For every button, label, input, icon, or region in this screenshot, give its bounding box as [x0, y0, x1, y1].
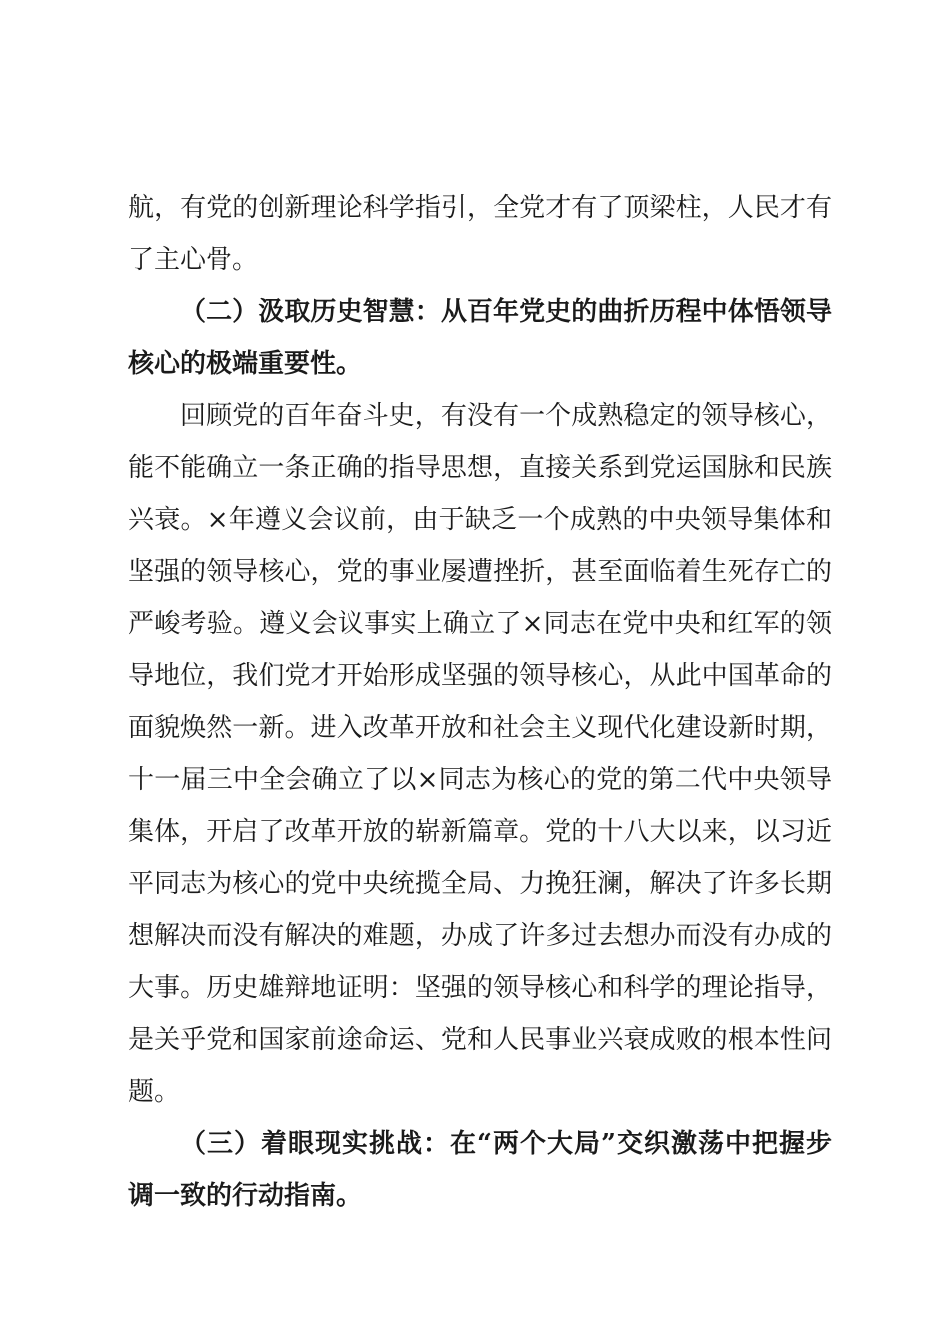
heading-line: （二）汲取历史智慧：从百年党史的曲折历程中体悟领导 [180, 297, 832, 327]
paragraph-line: 严峻考验。遵义会议事实上确立了×同志在党中央和红军的领 [128, 609, 832, 639]
paragraph-line: 十一届三中全会确立了以×同志为核心的党的第二代中央领导 [128, 765, 832, 795]
continuation-paragraph [128, 182, 832, 286]
paragraph-line: 能不能确立一条正确的指导思想，直接关系到党运国脉和民族 [128, 453, 832, 483]
document-page [128, 182, 832, 1222]
paragraph-line: 想解决而没有解决的难题，办成了许多过去想办而没有办成的 [128, 921, 832, 951]
paragraph-line: 了主心骨。 [128, 245, 259, 275]
paragraph-line: 面貌焕然一新。进入改革开放和社会主义现代化建设新时期， [128, 713, 832, 743]
heading-line: 调一致的行动指南。 [128, 1181, 363, 1211]
body-paragraph [128, 390, 832, 1118]
paragraph-line: 回顾党的百年奋斗史，有没有一个成熟稳定的领导核心， [180, 401, 832, 431]
paragraph-line: 平同志为核心的党中央统揽全局、力挽狂澜，解决了许多长期 [128, 869, 832, 899]
paragraph-line: 兴衰。×年遵义会议前，由于缺乏一个成熟的中央领导集体和 [128, 505, 832, 535]
paragraph-line: 大事。历史雄辩地证明：坚强的领导核心和科学的理论指导， [128, 973, 832, 1003]
heading-line: （三）着眼现实挑战：在“两个大局”交织激荡中把握步 [180, 1129, 832, 1159]
section-heading-two [128, 286, 832, 390]
paragraph-line: 导地位，我们党才开始形成坚强的领导核心，从此中国革命的 [128, 661, 832, 691]
paragraph-line: 坚强的领导核心，党的事业屡遭挫折，甚至面临着生死存亡的 [128, 557, 832, 587]
section-heading-three [128, 1118, 832, 1222]
paragraph-line: 集体，开启了改革开放的崭新篇章。党的十八大以来，以习近 [128, 817, 832, 847]
paragraph-line: 航，有党的创新理论科学指引，全党才有了顶梁柱，人民才有 [128, 193, 832, 223]
paragraph-line: 是关乎党和国家前途命运、党和人民事业兴衰成败的根本性问 [128, 1025, 832, 1055]
heading-line: 核心的极端重要性。 [128, 349, 363, 379]
paragraph-line: 题。 [128, 1077, 181, 1107]
